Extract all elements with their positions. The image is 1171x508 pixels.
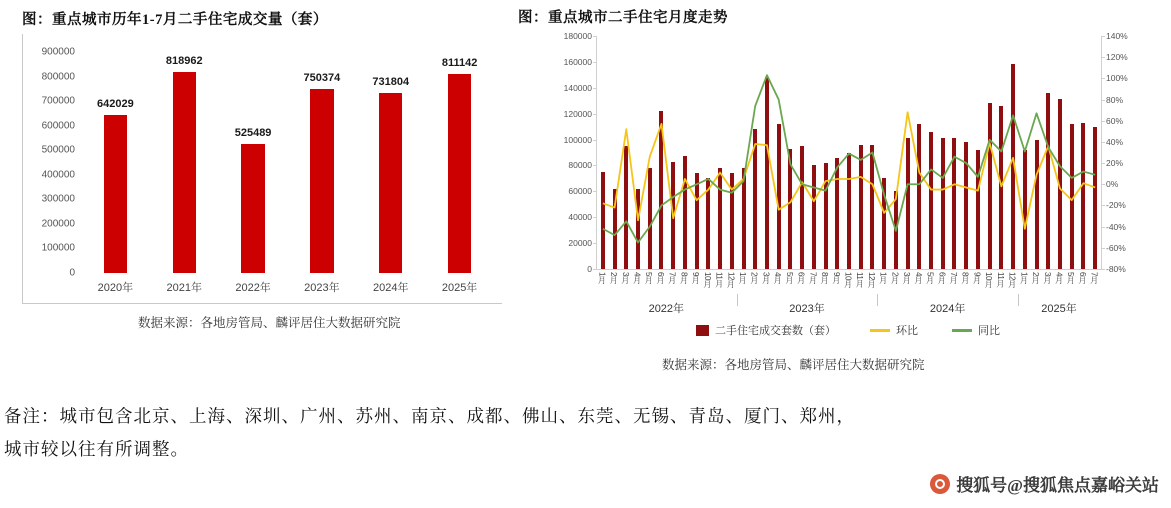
right-bar-rect <box>613 189 617 269</box>
right-x-year-separator <box>737 294 738 306</box>
right-x-tick-label: 6月 <box>1077 272 1087 284</box>
right-y-right-tick-mark <box>1101 227 1105 228</box>
right-x-tick-label: 1月 <box>597 272 607 284</box>
right-y-right-tick-label: 40% <box>1106 136 1124 147</box>
right-bar-rect <box>870 145 874 269</box>
left-bar <box>241 52 264 273</box>
right-y-right-tick-label: 80% <box>1106 94 1124 105</box>
left-bar <box>310 52 333 273</box>
right-bar-rect <box>1011 64 1015 269</box>
right-x-tick-label: 12月 <box>726 272 736 288</box>
right-y-right-tick-mark <box>1101 184 1105 185</box>
right-x-tick-label: 12月 <box>1007 272 1017 288</box>
left-y-tick-label: 0 <box>69 267 75 279</box>
left-bar-rect <box>173 72 196 273</box>
right-bar-rect <box>835 158 839 269</box>
right-bar-rect <box>636 189 640 269</box>
right-y-right-tick-mark <box>1101 142 1105 143</box>
right-bar-rect <box>894 191 898 269</box>
right-x-tick-label: 4月 <box>632 272 642 284</box>
right-x-tick-label: 6月 <box>937 272 947 284</box>
left-y-tick-label: 400000 <box>41 169 75 181</box>
right-x-tick-label: 3月 <box>902 272 912 284</box>
left-y-tick-label: 500000 <box>41 144 75 156</box>
right-y-left-tick-label: 60000 <box>568 186 592 197</box>
right-bar-rect <box>730 173 734 269</box>
right-y-right-tick-mark <box>1101 163 1105 164</box>
right-y-right-tick-label: -20% <box>1106 200 1126 211</box>
right-y-left-tick-mark <box>593 191 597 192</box>
right-x-tick-label: 1月 <box>878 272 888 284</box>
right-x-tick-label: 9月 <box>972 272 982 284</box>
left-y-tick-label: 300000 <box>41 193 75 205</box>
right-x-tick-label: 8月 <box>820 272 830 284</box>
legend-label: 同比 <box>978 325 1000 337</box>
right-x-tick-label: 8月 <box>679 272 689 284</box>
right-bar-rect <box>671 162 675 269</box>
left-bar <box>448 52 471 273</box>
right-bar-rect <box>906 138 910 269</box>
right-chart-legend <box>548 322 1148 338</box>
right-x-tick-label: 9月 <box>691 272 701 284</box>
legend-label: 环比 <box>896 325 918 337</box>
right-bar-rect <box>952 138 956 269</box>
left-x-tick-label: 2022年 <box>235 282 271 294</box>
legend-item[interactable] <box>870 322 918 338</box>
left-x-tick-label: 2021年 <box>166 282 202 294</box>
sohu-logo-icon <box>930 474 950 494</box>
legend-item[interactable] <box>696 322 836 338</box>
left-bar-rect <box>241 144 264 273</box>
right-bar-rect <box>1081 123 1085 269</box>
right-x-year-group-label: 2025年 <box>1041 303 1077 315</box>
right-bar-rect <box>882 178 886 269</box>
right-y-right-tick-label: 120% <box>1106 52 1128 63</box>
right-bar-rect <box>648 168 652 269</box>
right-x-tick-label: 8月 <box>960 272 970 284</box>
left-bar-rect <box>310 89 333 273</box>
right-x-tick-label: 2月 <box>1031 272 1041 284</box>
right-y-left-tick-label: 100000 <box>563 134 592 145</box>
right-chart-panel <box>512 0 1162 382</box>
legend-line-swatch-icon <box>952 329 972 332</box>
right-bar-rect <box>941 138 945 269</box>
right-y-left-tick-label: 140000 <box>563 82 592 93</box>
right-bar-rect <box>695 173 699 269</box>
right-x-tick-label: 11月 <box>995 272 1005 287</box>
right-y-right-tick-mark <box>1101 78 1105 79</box>
right-bar-rect <box>847 153 851 270</box>
right-x-tick-label: 2月 <box>890 272 900 284</box>
right-y-right-tick-label: -60% <box>1106 242 1126 253</box>
legend-line-swatch-icon <box>870 329 890 332</box>
right-x-tick-label: 11月 <box>714 272 724 287</box>
right-bar-rect <box>742 168 746 269</box>
right-bar-rect <box>917 124 921 269</box>
right-bar-rect <box>706 178 710 269</box>
right-bar-rect <box>988 103 992 269</box>
left-bar-rect <box>104 115 127 273</box>
right-y-right-tick-label: -80% <box>1106 264 1126 274</box>
left-x-tick-label: 2020年 <box>97 282 134 294</box>
right-x-tick-label: 7月 <box>1089 272 1099 284</box>
right-y-left-tick-label: 160000 <box>563 56 592 67</box>
right-bar-rect <box>929 132 933 269</box>
right-y-left-tick-mark <box>593 243 597 244</box>
right-y-left-tick-label: 80000 <box>568 160 592 171</box>
right-y-left-tick-label: 40000 <box>568 212 592 223</box>
right-x-tick-label: 3月 <box>620 272 630 284</box>
right-x-axis <box>596 270 1102 316</box>
footer-note-line-2: 城市较以往有所调整。 <box>4 439 189 460</box>
right-bar-rect <box>964 142 968 269</box>
right-x-tick-label: 10月 <box>984 272 994 288</box>
watermark <box>930 471 1159 496</box>
right-x-tick-label: 5月 <box>925 272 935 284</box>
footer-note-line-1: 备注：城市包含北京、上海、深圳、广州、苏州、南京、成都、佛山、东莞、无锡、青岛、厦门、郑州， <box>4 406 855 426</box>
right-y-left-tick-label: 0 <box>587 264 592 274</box>
right-y-right-tick-label: 60% <box>1106 115 1124 126</box>
right-y-right-tick-label: 100% <box>1106 73 1128 84</box>
left-y-tick-label: 600000 <box>41 120 75 132</box>
legend-label: 二手住宅成交套数（套） <box>715 325 836 337</box>
right-bar-rect <box>999 106 1003 269</box>
left-y-tick-label: 700000 <box>41 95 75 107</box>
left-bar-chart <box>22 34 502 304</box>
right-y-right-tick-mark <box>1101 57 1105 58</box>
right-bar-rect <box>800 146 804 269</box>
right-x-tick-label: 3月 <box>761 272 771 284</box>
right-x-tick-label: 4月 <box>773 272 783 284</box>
right-y-right-tick-mark <box>1101 205 1105 206</box>
right-x-tick-label: 6月 <box>796 272 806 284</box>
right-chart-title: 图：重点城市二手住宅月度走势 <box>518 10 728 26</box>
right-x-tick-label: 1月 <box>1019 272 1029 284</box>
right-x-tick-label: 2月 <box>609 272 619 284</box>
right-y-left-tick-mark <box>593 36 597 37</box>
right-x-tick-label: 4月 <box>1054 272 1064 284</box>
right-x-tick-label: 11月 <box>855 272 865 287</box>
right-x-year-group-label: 2024年 <box>929 303 966 315</box>
right-y-left-tick-mark <box>593 217 597 218</box>
right-y-right-tick-label: 20% <box>1106 158 1124 169</box>
right-x-tick-label: 5月 <box>644 272 654 284</box>
left-y-tick-label: 100000 <box>41 242 75 254</box>
footer-note <box>4 400 1164 467</box>
right-x-tick-label: 10月 <box>702 272 712 288</box>
right-bar-rect <box>624 146 628 269</box>
left-bar <box>173 52 196 273</box>
right-y-right-tick-label: 140% <box>1106 31 1128 41</box>
right-bar-rect <box>683 156 687 269</box>
left-bar-value-label: 811142 <box>441 56 478 69</box>
right-x-tick-label: 2月 <box>749 272 759 284</box>
right-bar-rect <box>1023 150 1027 269</box>
right-y-right-tick-label: -40% <box>1106 221 1126 232</box>
right-x-tick-label: 4月 <box>913 272 923 284</box>
left-bar-value-label: 818962 <box>165 54 203 67</box>
right-bar-rect <box>859 145 863 269</box>
right-y-right-tick-mark <box>1101 248 1105 249</box>
right-y-right-tick-mark <box>1101 100 1105 101</box>
right-x-year-separator <box>877 294 878 306</box>
legend-item[interactable] <box>952 322 1000 338</box>
right-bar-rect <box>753 129 757 269</box>
left-bar <box>104 52 127 273</box>
right-x-year-group-label: 2022年 <box>648 303 685 315</box>
left-bar-value-label: 750374 <box>303 71 341 84</box>
right-combo-chart <box>548 30 1148 315</box>
right-bar-rect <box>788 149 792 269</box>
left-x-tick-label: 2024年 <box>373 282 409 294</box>
left-x-tick-label: 2025年 <box>441 282 478 294</box>
right-bar-rect <box>824 163 828 269</box>
right-y-left-tick-mark <box>593 88 597 89</box>
right-x-tick-label: 12月 <box>866 272 876 288</box>
right-x-tick-label: 3月 <box>1042 272 1052 284</box>
right-bar-rect <box>1046 93 1050 269</box>
right-bar-rect <box>765 77 769 269</box>
left-bar-rect <box>379 93 402 273</box>
right-y-left-tick-mark <box>593 140 597 141</box>
left-chart-panel <box>18 8 513 380</box>
right-bar-rect <box>718 168 722 269</box>
right-bar-rect <box>1058 99 1062 269</box>
right-x-tick-label: 1月 <box>738 272 747 284</box>
right-y-left-tick-mark <box>593 114 597 115</box>
right-x-tick-label: 5月 <box>784 272 794 284</box>
left-y-tick-label: 900000 <box>41 46 75 58</box>
right-y-right-tick-mark <box>1101 36 1105 37</box>
right-x-tick-label: 7月 <box>667 272 677 284</box>
right-x-tick-label: 9月 <box>831 272 841 284</box>
left-plot-area <box>41 46 494 279</box>
left-x-tick-label: 2023年 <box>304 282 340 294</box>
right-x-year-group-label: 2023年 <box>789 303 825 315</box>
left-source-note: 数据来源：各地房管局、麟评居住大数据研究院 <box>138 316 401 330</box>
right-y-left-tick-label: 120000 <box>563 108 592 119</box>
legend-bar-swatch-icon <box>696 325 709 336</box>
right-y-right-tick-label: 0% <box>1106 179 1119 190</box>
left-bar-value-label: 731804 <box>372 76 410 89</box>
right-y-left-tick-label: 180000 <box>563 31 592 41</box>
right-x-tick-label: 6月 <box>655 272 665 284</box>
left-chart-title: 图：重点城市历年1-7月二手住宅成交量（套） <box>22 12 328 28</box>
right-bar-rect <box>1035 140 1039 269</box>
right-bar-rect <box>659 111 663 269</box>
right-y-left-tick-mark <box>593 62 597 63</box>
right-x-year-separator <box>1018 294 1019 306</box>
left-y-tick-label: 200000 <box>41 218 75 230</box>
right-y-right-tick-mark <box>1101 121 1105 122</box>
right-x-tick-label: 7月 <box>808 272 818 284</box>
right-bar-rect <box>1093 127 1097 269</box>
right-plot-area <box>563 31 1128 274</box>
left-y-tick-label: 800000 <box>41 71 75 83</box>
left-bar-value-label: 642029 <box>97 98 134 111</box>
right-x-tick-label: 7月 <box>948 272 958 284</box>
left-bar-value-label: 525489 <box>234 126 272 139</box>
right-source-note: 数据来源：各地房管局、麟评居住大数据研究院 <box>662 358 925 372</box>
right-x-tick-label: 10月 <box>843 272 853 288</box>
right-x-tick-label: 5月 <box>1066 272 1076 284</box>
right-bar-rect <box>812 165 816 269</box>
watermark-text: 搜狐号@搜狐焦点嘉峪关站 <box>956 476 1159 495</box>
right-y-left-tick-label: 20000 <box>568 238 592 249</box>
right-bar-rect <box>976 150 980 269</box>
right-bar-rect <box>777 124 781 269</box>
right-y-left-tick-mark <box>593 165 597 166</box>
right-bar-rect <box>1070 124 1074 269</box>
right-bar-rect <box>601 172 605 269</box>
left-bar-rect <box>448 74 471 273</box>
